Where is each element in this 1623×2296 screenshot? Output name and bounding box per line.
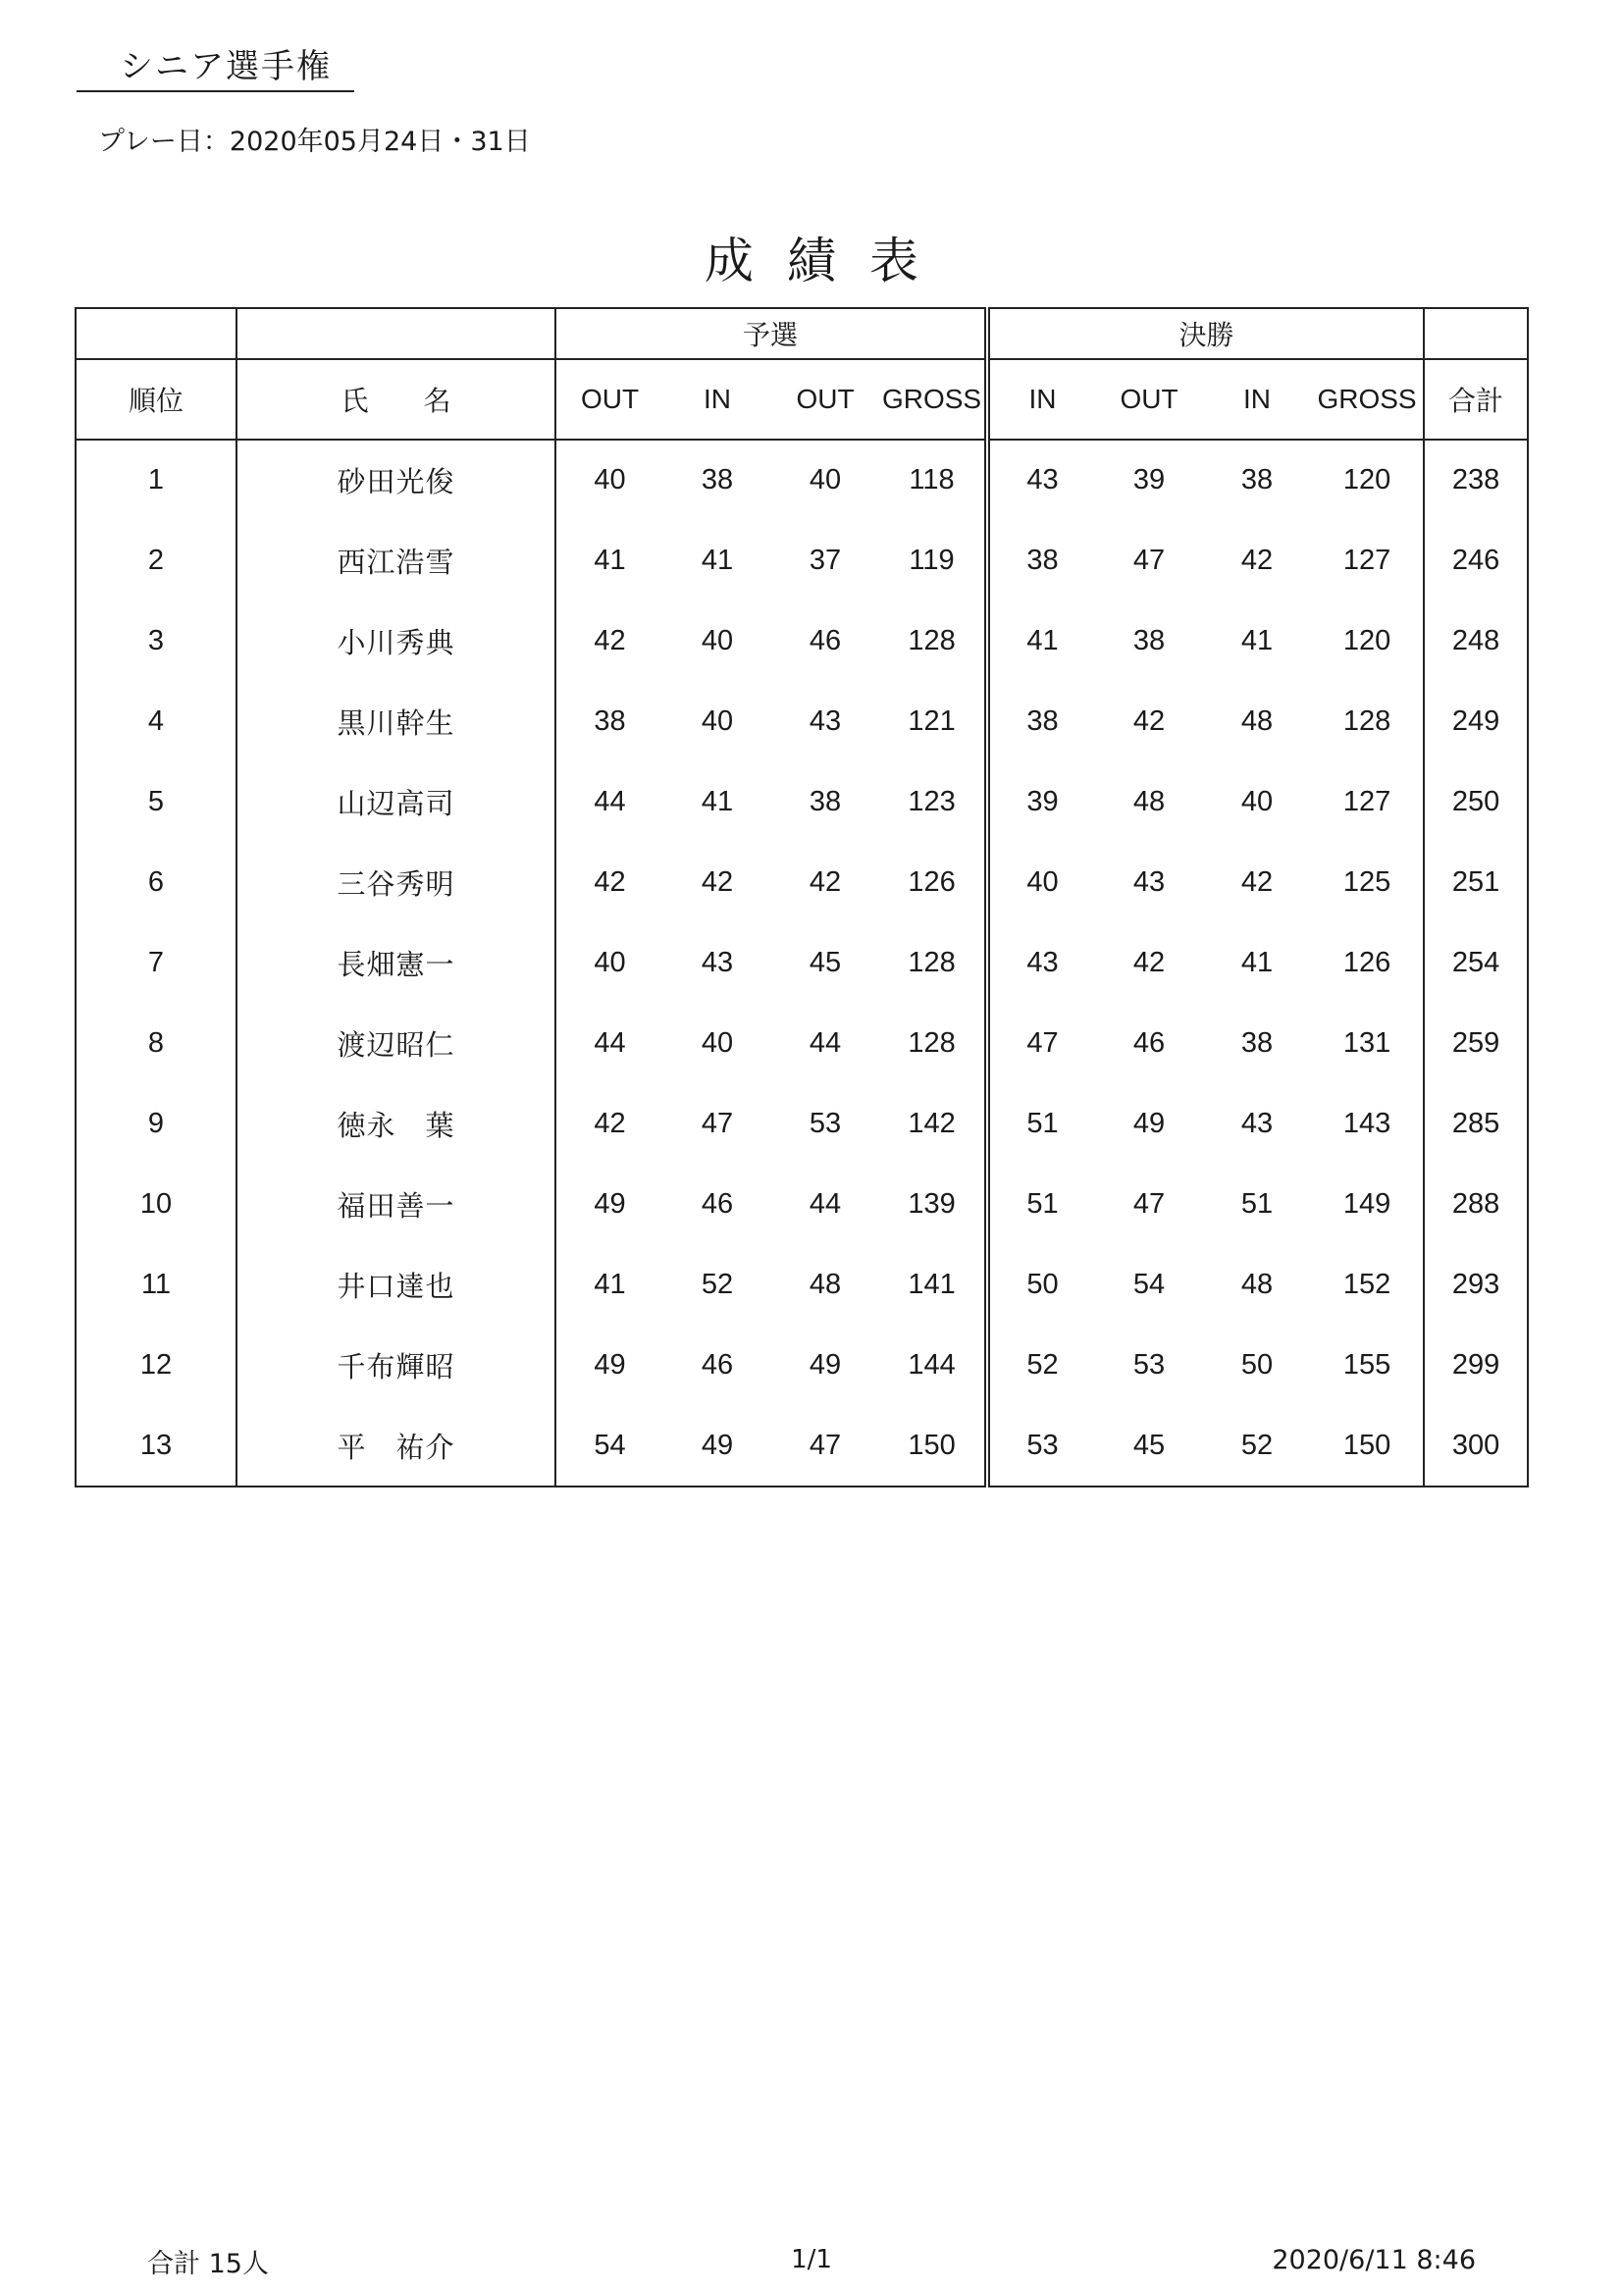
player-name-cell: 渡辺昭仁 — [236, 1003, 555, 1083]
qualifying-out2-cell: 38 — [809, 785, 842, 817]
qualifying-in-cell: 52 — [701, 1268, 734, 1300]
final-in2-cell: 43 — [1240, 1107, 1274, 1139]
final-gross-cell: 150 — [1311, 1405, 1424, 1487]
col-header-q-out2: OUT — [771, 359, 879, 440]
group-header-empty-rank — [76, 308, 236, 359]
player-name-cell: 井口達也 — [236, 1244, 555, 1325]
player-name-cell: 小川秀典 — [236, 600, 555, 681]
qualifying-out2-cell: 44 — [809, 1026, 842, 1059]
final-out-cell: 53 — [1132, 1348, 1166, 1381]
col-header-name: 氏 名 — [236, 359, 555, 440]
col-header-total: 合計 — [1424, 359, 1528, 440]
rank-cell: 13 — [76, 1405, 236, 1487]
group-header-row — [76, 308, 1528, 359]
final-in1-cell: 38 — [987, 520, 1095, 600]
qualifying-in-cell: 40 — [701, 1026, 734, 1059]
final-out-cell: 42 — [1132, 704, 1166, 737]
col-header-f-in1: IN — [987, 359, 1095, 440]
total-score-cell: 246 — [1424, 520, 1528, 600]
qualifying-gross-cell: 128 — [908, 624, 956, 656]
table-row — [76, 520, 1528, 600]
final-in2-cell: 48 — [1240, 1268, 1274, 1300]
final-gross-cell: 143 — [1342, 1107, 1391, 1139]
final-in1-cell: 43 — [987, 440, 1095, 520]
rank-cell: 8 — [76, 1003, 236, 1083]
final-in1-cell: 38 — [987, 681, 1095, 761]
col-header-q-in: IN — [663, 359, 771, 440]
table-row — [76, 681, 1528, 761]
final-gross-cell: 128 — [1342, 704, 1391, 737]
final-out-cell: 42 — [1132, 946, 1166, 978]
total-score-cell: 254 — [1424, 922, 1528, 1003]
qualifying-out2-cell: 48 — [809, 1268, 842, 1300]
final-out-cell: 38 — [1132, 624, 1166, 656]
final-in2-cell: 38 — [1240, 1026, 1274, 1059]
table-row — [76, 1083, 1528, 1164]
final-in1-cell: 50 — [987, 1244, 1095, 1325]
final-in1-cell: 51 — [987, 1083, 1095, 1164]
table-row — [76, 440, 1528, 520]
final-out-cell: 43 — [1132, 865, 1166, 898]
total-score-cell: 259 — [1424, 1003, 1528, 1083]
total-score-cell: 288 — [1424, 1164, 1528, 1244]
player-name-cell: 黒川幹生 — [236, 681, 555, 761]
qualifying-out2-cell: 42 — [809, 865, 842, 898]
qualifying-out1-cell: 40 — [555, 440, 663, 520]
final-gross-cell: 120 — [1342, 624, 1391, 656]
qualifying-gross-cell: 121 — [908, 704, 956, 737]
footer-total-count: 合計 15人 — [147, 2249, 269, 2279]
final-in1-cell: 43 — [987, 922, 1095, 1003]
table-row — [76, 600, 1528, 681]
table-row — [76, 922, 1528, 1003]
qualifying-gross-cell: 150 — [879, 1405, 987, 1487]
qualifying-out2-cell: 46 — [809, 624, 842, 656]
table-row — [76, 1244, 1528, 1325]
final-gross-cell: 125 — [1342, 865, 1391, 898]
qualifying-out1-cell: 42 — [555, 600, 663, 681]
qualifying-in-cell: 41 — [701, 544, 734, 576]
qualifying-gross-cell: 123 — [908, 785, 956, 817]
final-in1-cell: 53 — [987, 1405, 1095, 1487]
total-score-cell: 249 — [1424, 681, 1528, 761]
footer-printed-at: 2020/6/11 8:46 — [1272, 2245, 1476, 2275]
table-row — [76, 761, 1528, 842]
final-in2-cell: 52 — [1203, 1405, 1311, 1487]
col-header-q-out1: OUT — [555, 359, 663, 440]
qualifying-in-cell: 40 — [701, 624, 734, 656]
final-gross-cell: 149 — [1342, 1187, 1391, 1220]
final-in2-cell: 41 — [1240, 624, 1274, 656]
table-row — [76, 842, 1528, 922]
final-in1-cell: 51 — [987, 1164, 1095, 1244]
total-score-cell: 248 — [1424, 600, 1528, 681]
table-row — [76, 1405, 1528, 1487]
qualifying-out1-cell: 38 — [555, 681, 663, 761]
player-name-cell: 千布輝昭 — [236, 1325, 555, 1405]
final-out-cell: 47 — [1132, 544, 1166, 576]
final-in1-cell: 41 — [987, 600, 1095, 681]
final-in1-cell: 47 — [987, 1003, 1095, 1083]
final-gross-cell: 155 — [1342, 1348, 1391, 1381]
qualifying-in-cell: 49 — [663, 1405, 771, 1487]
final-in2-cell: 42 — [1240, 865, 1274, 898]
qualifying-out1-cell: 40 — [555, 922, 663, 1003]
qualifying-in-cell: 42 — [701, 865, 734, 898]
qualifying-out1-cell: 41 — [555, 1244, 663, 1325]
final-in2-cell: 41 — [1240, 946, 1274, 978]
final-in2-cell: 38 — [1240, 464, 1274, 496]
rank-cell: 4 — [76, 681, 236, 761]
qualifying-out2-cell: 47 — [771, 1405, 879, 1487]
final-out-cell: 49 — [1132, 1107, 1166, 1139]
player-name-cell: 砂田光俊 — [236, 440, 555, 520]
rank-cell: 9 — [76, 1083, 236, 1164]
qualifying-gross-cell: 119 — [909, 544, 955, 576]
qualifying-gross-cell: 141 — [908, 1268, 956, 1300]
results-table — [75, 307, 1529, 1487]
qualifying-out1-cell: 49 — [555, 1164, 663, 1244]
footer-page-number: 1/1 — [791, 2245, 832, 2274]
qualifying-out1-cell: 44 — [555, 1003, 663, 1083]
final-out-cell: 47 — [1132, 1187, 1166, 1220]
qualifying-group-header: 予選 — [555, 308, 987, 359]
qualifying-out1-cell: 44 — [555, 761, 663, 842]
rank-cell: 1 — [76, 440, 236, 520]
player-name-cell: 西江浩雪 — [236, 520, 555, 600]
final-group-header: 決勝 — [987, 308, 1424, 359]
qualifying-in-cell: 43 — [701, 946, 734, 978]
player-name-cell: 三谷秀明 — [236, 842, 555, 922]
column-header-row — [76, 359, 1528, 440]
rank-cell: 3 — [76, 600, 236, 681]
total-score-cell: 293 — [1424, 1244, 1528, 1325]
qualifying-gross-cell: 128 — [908, 1026, 956, 1059]
player-name-cell: 長畑憲一 — [236, 922, 555, 1003]
final-gross-cell: 131 — [1342, 1026, 1391, 1059]
qualifying-out2-cell: 44 — [809, 1187, 842, 1220]
total-score-cell: 238 — [1424, 440, 1528, 520]
final-in1-cell: 40 — [987, 842, 1095, 922]
final-in2-cell: 51 — [1240, 1187, 1274, 1220]
final-out-cell: 39 — [1132, 464, 1166, 496]
qualifying-out1-cell: 42 — [555, 1083, 663, 1164]
total-score-cell: 285 — [1424, 1083, 1528, 1164]
group-header-empty-total — [1424, 308, 1528, 359]
final-out-cell: 48 — [1132, 785, 1166, 817]
final-out-cell: 54 — [1132, 1268, 1166, 1300]
final-gross-cell: 126 — [1342, 946, 1391, 978]
rank-cell: 10 — [76, 1164, 236, 1244]
total-score-cell: 250 — [1424, 761, 1528, 842]
table-row — [76, 1164, 1528, 1244]
col-header-rank: 順位 — [76, 359, 236, 440]
final-gross-cell: 152 — [1342, 1268, 1391, 1300]
group-header-empty-name — [236, 308, 555, 359]
qualifying-out1-cell: 49 — [555, 1325, 663, 1405]
final-in2-cell: 40 — [1240, 785, 1274, 817]
qualifying-gross-cell: 118 — [909, 464, 955, 496]
rank-cell: 7 — [76, 922, 236, 1003]
final-in2-cell: 42 — [1240, 544, 1274, 576]
final-gross-cell: 127 — [1342, 544, 1391, 576]
qualifying-out2-cell: 53 — [809, 1107, 842, 1139]
final-gross-cell: 120 — [1342, 464, 1391, 496]
table-row — [76, 1325, 1528, 1405]
player-name-cell: 福田善一 — [236, 1164, 555, 1244]
qualifying-gross-cell: 128 — [908, 946, 956, 978]
qualifying-in-cell: 38 — [701, 464, 734, 496]
qualifying-out2-cell: 43 — [809, 704, 842, 737]
col-header-q-gross: GROSS — [879, 359, 987, 440]
qualifying-out2-cell: 37 — [809, 544, 842, 576]
rank-cell: 2 — [76, 520, 236, 600]
total-score-cell: 251 — [1424, 842, 1528, 922]
col-header-f-out: OUT — [1095, 359, 1203, 440]
final-in2-cell: 48 — [1240, 704, 1274, 737]
qualifying-out1-cell: 54 — [555, 1405, 663, 1487]
qualifying-in-cell: 41 — [701, 785, 734, 817]
event-title: シニア選手権 — [77, 45, 354, 92]
final-in1-cell: 52 — [987, 1325, 1095, 1405]
play-date: プレー日：2020年05月24日・31日 — [98, 127, 531, 157]
rank-cell: 11 — [76, 1244, 236, 1325]
rank-cell: 6 — [76, 842, 236, 922]
qualifying-gross-cell: 144 — [908, 1348, 956, 1381]
qualifying-gross-cell: 139 — [908, 1187, 956, 1220]
qualifying-in-cell: 46 — [701, 1187, 734, 1220]
qualifying-out2-cell: 40 — [809, 464, 842, 496]
qualifying-gross-cell: 142 — [908, 1107, 956, 1139]
table-row — [76, 1003, 1528, 1083]
qualifying-out2-cell: 45 — [809, 946, 842, 978]
qualifying-out1-cell: 41 — [555, 520, 663, 600]
player-name-cell: 徳永 葉 — [236, 1083, 555, 1164]
player-name-cell: 山辺高司 — [236, 761, 555, 842]
total-score-cell: 299 — [1424, 1325, 1528, 1405]
qualifying-out2-cell: 49 — [809, 1348, 842, 1381]
col-header-f-in2: IN — [1203, 359, 1311, 440]
rank-cell: 5 — [76, 761, 236, 842]
final-out-cell: 45 — [1095, 1405, 1203, 1487]
player-name-cell: 平 祐介 — [236, 1405, 555, 1487]
total-score-cell: 300 — [1424, 1405, 1528, 1487]
sheet-title: 成績表 — [705, 233, 952, 289]
qualifying-gross-cell: 126 — [908, 865, 956, 898]
qualifying-in-cell: 40 — [701, 704, 734, 737]
qualifying-out1-cell: 42 — [555, 842, 663, 922]
qualifying-in-cell: 47 — [701, 1107, 734, 1139]
col-header-f-gross: GROSS — [1311, 359, 1424, 440]
qualifying-in-cell: 46 — [701, 1348, 734, 1381]
rank-cell: 12 — [76, 1325, 236, 1405]
final-in1-cell: 39 — [987, 761, 1095, 842]
final-gross-cell: 127 — [1342, 785, 1391, 817]
final-out-cell: 46 — [1132, 1026, 1166, 1059]
final-in2-cell: 50 — [1240, 1348, 1274, 1381]
